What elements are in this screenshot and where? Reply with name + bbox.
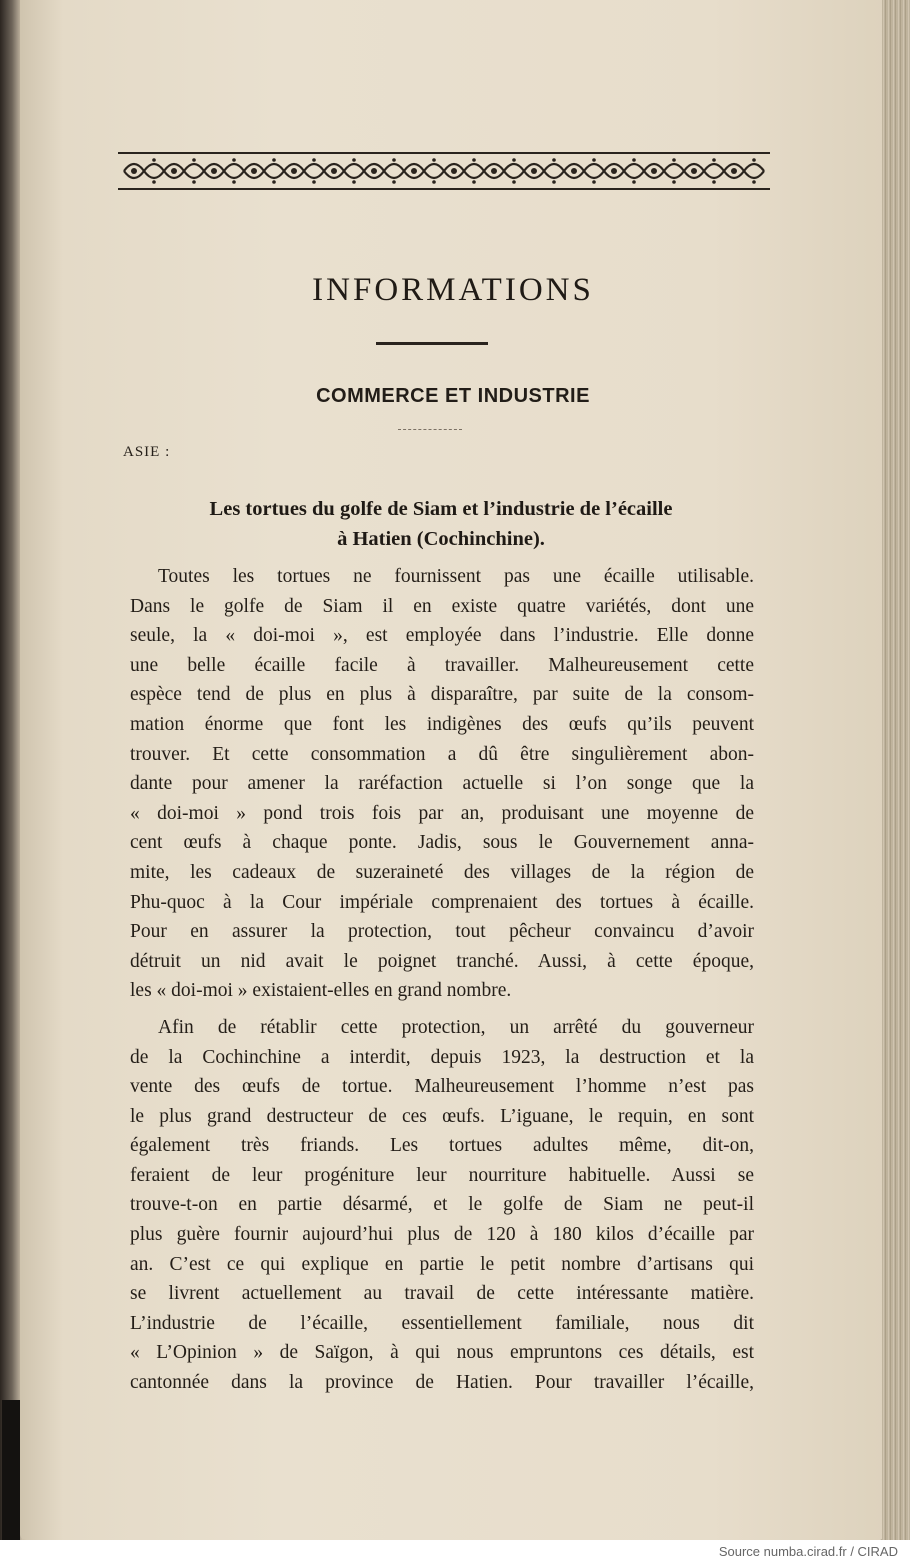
text-line: espèce tend de plus en plus à disparaître, par suite de la consom- [130, 684, 754, 706]
article-body [130, 562, 754, 1398]
paragraph [130, 562, 754, 1006]
bookmark-ribbon [2, 1400, 20, 1540]
text-line: Pour en assurer la protection, tout pêcheur convaincu d’avoir [130, 921, 754, 943]
section-divider [398, 429, 462, 430]
region-label: ASIE : [123, 444, 171, 460]
text-line: cantonnée dans la province de Hatien. Pour travailler l’écaille, [130, 1372, 754, 1394]
decorative-ornament-band [118, 150, 770, 192]
text-line: le plus grand destructeur de ces œufs. L’iguane, le requin, en sont [130, 1105, 754, 1127]
title-divider [376, 342, 488, 345]
text-line: également très friands. Les tortues adultes même, dit-on, [130, 1135, 754, 1157]
text-line: L’industrie de l’écaille, essentiellement familiale, nous dit [130, 1312, 754, 1334]
text-line: Dans le golfe de Siam il en existe quatre variétés, dont une [130, 595, 754, 617]
text-line: les « doi-moi » existaient-elles en grand nombre. [130, 980, 512, 1002]
text-line: seule, la « doi-moi », est employée dans l’industrie. Elle donne [130, 625, 754, 647]
text-line: Phu-quoc à la Cour impériale comprenaient des tortues à écaille. [130, 891, 754, 913]
text-line: mation énorme que font les indigènes des œufs qu’ils peuvent [130, 713, 754, 735]
text-line: Toutes les tortues ne fournissent pas une écaille utilisable. [158, 566, 754, 587]
text-line: dante pour amener la raréfaction actuelle si l’on songe que la [130, 773, 754, 795]
text-line: détruit un nid avait le poignet tranché. Aussi, à cette époque, [130, 950, 754, 972]
page-block-edge [882, 0, 910, 1540]
paragraph [130, 1013, 754, 1398]
article-title-line: Les tortues du golfe de Siam et l’industrie de l’écaille [209, 498, 673, 520]
article-title-line: à Hatien (Cochinchine). [337, 528, 545, 550]
text-line: se livrent actuellement au travail de cette intéressante matière. [130, 1283, 754, 1305]
text-line: cent œufs à chaque ponte. Jadis, sous le Gouvernement anna- [130, 832, 754, 854]
section-heading: COMMERCE ET INDUSTRIE [316, 385, 590, 407]
text-line: mite, les cadeaux de suzeraineté des villages de la région de [130, 861, 754, 883]
source-credit: Source numba.cirad.fr / CIRAD [718, 1544, 898, 1559]
text-line: plus guère fournir aujourd’hui plus de 120 à 180 kilos d’écaille par [130, 1224, 754, 1246]
text-line: « doi-moi » pond trois fois par an, produisant une moyenne de [130, 802, 754, 824]
text-line: trouver. Et cette consommation a dû être singulièrement abon- [130, 743, 754, 765]
text-line: trouve-t-on en partie désarmé, et le golfe de Siam ne peut-il [130, 1194, 754, 1216]
book-page [20, 0, 886, 1540]
page-title: INFORMATIONS [312, 272, 594, 308]
text-line: vente des œufs de tortue. Malheureusement l’homme n’est pas [130, 1076, 754, 1098]
text-line: de la Cochinchine a interdit, depuis 1923, la destruction et la [130, 1046, 754, 1068]
text-line: « L’Opinion » de Saïgon, à qui nous empruntons ces détails, est [130, 1342, 754, 1364]
text-line: an. C’est ce qui explique en partie le petit nombre d’artisans qui [130, 1253, 754, 1275]
text-line: feraient de leur progéniture leur nourriture habituelle. Aussi se [130, 1164, 754, 1186]
article-title [116, 494, 766, 554]
text-line: Afin de rétablir cette protection, un arrêté du gouverneur [158, 1016, 754, 1038]
text-line: une belle écaille facile à travailler. Malheureusement cette [130, 654, 754, 676]
